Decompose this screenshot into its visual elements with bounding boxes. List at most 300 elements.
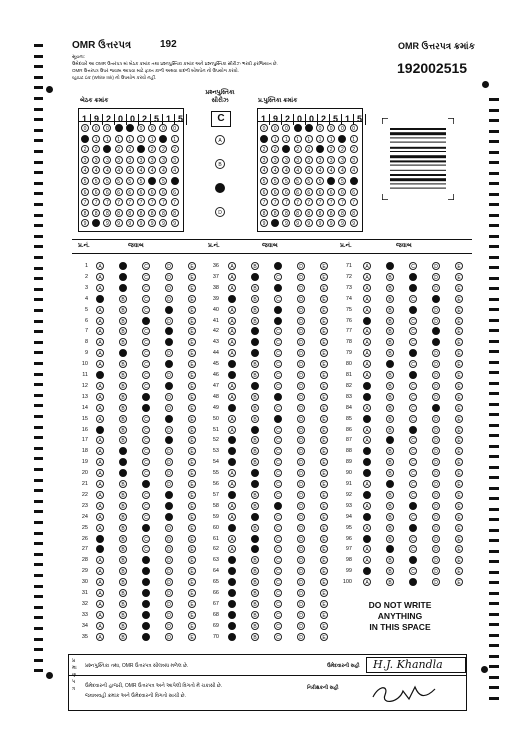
answer-bubble[interactable]: C — [274, 556, 282, 564]
answer-bubble[interactable]: A — [363, 513, 371, 521]
answer-bubble[interactable]: D — [432, 556, 440, 564]
answer-bubble[interactable]: C — [274, 513, 282, 521]
digit-bubble[interactable]: 0 — [159, 124, 167, 132]
answer-bubble[interactable]: E — [320, 371, 328, 379]
digit-bubble[interactable]: 9 — [137, 219, 145, 227]
answer-bubble[interactable]: D — [297, 633, 305, 641]
digit-bubble[interactable]: 7 — [271, 198, 279, 206]
digit-bubble[interactable]: 4 — [115, 166, 123, 174]
answer-bubble[interactable]: D — [297, 491, 305, 499]
answer-bubble[interactable]: A — [228, 393, 236, 401]
digit-bubble[interactable]: 5 — [92, 177, 100, 185]
answer-bubble[interactable]: A — [228, 327, 236, 335]
answer-bubble[interactable]: E — [455, 349, 463, 357]
answer-bubble[interactable]: C — [274, 458, 282, 466]
answer-bubble[interactable]: E — [455, 436, 463, 444]
digit-bubble[interactable]: 6 — [126, 188, 134, 196]
answer-bubble[interactable]: C — [409, 393, 417, 401]
answer-bubble[interactable]: A — [96, 545, 104, 553]
digit-bubble[interactable]: 8 — [81, 209, 89, 217]
digit-bubble[interactable]: 7 — [338, 198, 346, 206]
digit-bubble[interactable]: 5 — [294, 177, 302, 185]
answer-bubble[interactable]: D — [432, 349, 440, 357]
digit-bubble[interactable]: 5 — [316, 177, 324, 185]
digit-bubble[interactable]: 3 — [327, 156, 335, 164]
answer-bubble[interactable]: C — [274, 622, 282, 630]
digit-bubble[interactable]: 1 — [294, 135, 302, 143]
digit-bubble[interactable]: 9 — [171, 219, 179, 227]
digit-bubble[interactable]: 4 — [81, 166, 89, 174]
answer-bubble[interactable]: D — [165, 262, 173, 270]
digit-bubble[interactable]: 8 — [282, 209, 290, 217]
answer-bubble[interactable]: D — [297, 273, 305, 281]
answer-bubble[interactable]: E — [188, 611, 196, 619]
digit-bubble[interactable]: 2 — [271, 145, 279, 153]
digit-bubble[interactable]: 3 — [294, 156, 302, 164]
answer-bubble[interactable]: A — [363, 578, 371, 586]
answer-bubble[interactable]: D — [165, 382, 173, 390]
digit-bubble[interactable]: 3 — [81, 156, 89, 164]
answer-bubble[interactable]: B — [119, 317, 127, 325]
answer-bubble[interactable]: A — [228, 349, 236, 357]
answer-bubble[interactable]: D — [165, 447, 173, 455]
digit-bubble[interactable]: 9 — [126, 219, 134, 227]
answer-bubble[interactable]: D — [165, 535, 173, 543]
answer-bubble[interactable]: A — [96, 371, 104, 379]
answer-bubble[interactable]: A — [228, 633, 236, 641]
answer-bubble[interactable]: B — [386, 382, 394, 390]
answer-bubble[interactable]: D — [297, 436, 305, 444]
digit-bubble[interactable]: 0 — [126, 124, 134, 132]
digit-bubble[interactable]: 3 — [148, 156, 156, 164]
answer-bubble[interactable]: C — [142, 393, 150, 401]
answer-bubble[interactable]: A — [363, 338, 371, 346]
answer-bubble[interactable]: C — [409, 578, 417, 586]
answer-bubble[interactable]: C — [142, 273, 150, 281]
answer-bubble[interactable]: A — [228, 578, 236, 586]
answer-bubble[interactable]: A — [96, 578, 104, 586]
answer-bubble[interactable]: B — [251, 447, 259, 455]
digit-bubble[interactable]: 1 — [350, 135, 358, 143]
answer-bubble[interactable]: B — [386, 458, 394, 466]
digit-bubble[interactable]: 3 — [338, 156, 346, 164]
answer-bubble[interactable]: A — [228, 273, 236, 281]
answer-bubble[interactable]: A — [228, 404, 236, 412]
digit-bubble[interactable]: 4 — [126, 166, 134, 174]
answer-bubble[interactable]: C — [142, 349, 150, 357]
answer-bubble[interactable]: C — [142, 545, 150, 553]
digit-bubble[interactable]: 9 — [260, 219, 268, 227]
digit-bubble[interactable]: 5 — [282, 177, 290, 185]
answer-bubble[interactable]: E — [320, 447, 328, 455]
answer-bubble[interactable]: B — [119, 447, 127, 455]
digit-bubble[interactable]: 1 — [159, 135, 167, 143]
answer-bubble[interactable]: D — [297, 284, 305, 292]
answer-bubble[interactable]: C — [274, 262, 282, 270]
answer-bubble[interactable]: A — [96, 426, 104, 434]
answer-bubble[interactable]: B — [119, 545, 127, 553]
answer-bubble[interactable]: D — [297, 502, 305, 510]
digit-bubble[interactable]: 6 — [92, 188, 100, 196]
answer-bubble[interactable]: A — [96, 317, 104, 325]
answer-bubble[interactable]: E — [455, 535, 463, 543]
digit-bubble[interactable]: 8 — [327, 209, 335, 217]
answer-bubble[interactable]: A — [363, 382, 371, 390]
digit-bubble[interactable]: 2 — [103, 145, 111, 153]
digit-bubble[interactable]: 0 — [137, 124, 145, 132]
series-bubble[interactable]: B — [215, 159, 225, 169]
digit-bubble[interactable]: 4 — [137, 166, 145, 174]
answer-bubble[interactable]: D — [297, 317, 305, 325]
answer-bubble[interactable]: A — [96, 535, 104, 543]
answer-bubble[interactable]: D — [297, 426, 305, 434]
digit-bubble[interactable]: 5 — [81, 177, 89, 185]
answer-bubble[interactable]: D — [165, 545, 173, 553]
answer-bubble[interactable]: E — [320, 349, 328, 357]
answer-bubble[interactable]: C — [409, 360, 417, 368]
answer-bubble[interactable]: D — [165, 502, 173, 510]
digit-bubble[interactable]: 6 — [260, 188, 268, 196]
answer-bubble[interactable]: D — [297, 404, 305, 412]
answer-bubble[interactable]: E — [455, 338, 463, 346]
answer-bubble[interactable]: A — [96, 469, 104, 477]
digit-bubble[interactable]: 9 — [92, 219, 100, 227]
digit-bubble[interactable]: 4 — [92, 166, 100, 174]
answer-bubble[interactable]: A — [228, 295, 236, 303]
answer-bubble[interactable]: C — [274, 535, 282, 543]
digit-bubble[interactable]: 6 — [350, 188, 358, 196]
answer-bubble[interactable]: B — [119, 404, 127, 412]
answer-bubble[interactable]: E — [320, 480, 328, 488]
digit-bubble[interactable]: 7 — [294, 198, 302, 206]
answer-bubble[interactable]: E — [188, 469, 196, 477]
answer-bubble[interactable]: D — [165, 633, 173, 641]
answer-bubble[interactable]: B — [119, 273, 127, 281]
answer-bubble[interactable]: B — [386, 447, 394, 455]
answer-bubble[interactable]: C — [142, 513, 150, 521]
digit-bubble[interactable]: 1 — [171, 135, 179, 143]
answer-bubble[interactable]: B — [119, 502, 127, 510]
answer-bubble[interactable]: B — [251, 458, 259, 466]
answer-bubble[interactable]: E — [455, 469, 463, 477]
answer-bubble[interactable]: C — [274, 284, 282, 292]
answer-bubble[interactable]: A — [228, 545, 236, 553]
answer-bubble[interactable]: E — [188, 545, 196, 553]
digit-bubble[interactable]: 1 — [81, 135, 89, 143]
answer-bubble[interactable]: E — [455, 306, 463, 314]
answer-bubble[interactable]: C — [274, 360, 282, 368]
answer-bubble[interactable]: B — [119, 567, 127, 575]
answer-bubble[interactable]: A — [96, 611, 104, 619]
answer-bubble[interactable]: C — [142, 360, 150, 368]
answer-bubble[interactable]: D — [165, 404, 173, 412]
answer-bubble[interactable]: B — [251, 611, 259, 619]
answer-bubble[interactable]: D — [297, 458, 305, 466]
answer-bubble[interactable]: D — [165, 284, 173, 292]
answer-bubble[interactable]: E — [188, 567, 196, 575]
answer-bubble[interactable]: E — [455, 284, 463, 292]
answer-bubble[interactable]: A — [96, 338, 104, 346]
answer-bubble[interactable]: B — [251, 317, 259, 325]
answer-bubble[interactable]: B — [386, 349, 394, 357]
answer-bubble[interactable]: E — [320, 513, 328, 521]
answer-bubble[interactable]: C — [142, 306, 150, 314]
digit-bubble[interactable]: 4 — [260, 166, 268, 174]
answer-bubble[interactable]: A — [96, 480, 104, 488]
answer-bubble[interactable]: D — [297, 535, 305, 543]
answer-bubble[interactable]: E — [455, 556, 463, 564]
answer-bubble[interactable]: B — [251, 284, 259, 292]
answer-bubble[interactable]: C — [409, 371, 417, 379]
digit-bubble[interactable]: 9 — [338, 219, 346, 227]
answer-bubble[interactable]: A — [363, 415, 371, 423]
answer-bubble[interactable]: A — [96, 360, 104, 368]
answer-bubble[interactable]: B — [386, 513, 394, 521]
answer-bubble[interactable]: E — [188, 600, 196, 608]
digit-bubble[interactable]: 8 — [316, 209, 324, 217]
digit-bubble[interactable]: 9 — [350, 219, 358, 227]
answer-bubble[interactable]: E — [188, 578, 196, 586]
answer-bubble[interactable]: A — [363, 273, 371, 281]
answer-bubble[interactable]: B — [386, 415, 394, 423]
answer-bubble[interactable]: B — [386, 535, 394, 543]
answer-bubble[interactable]: B — [119, 436, 127, 444]
answer-bubble[interactable]: E — [320, 360, 328, 368]
answer-bubble[interactable]: A — [96, 633, 104, 641]
digit-bubble[interactable]: 6 — [271, 188, 279, 196]
answer-bubble[interactable]: E — [188, 415, 196, 423]
answer-bubble[interactable]: B — [386, 578, 394, 586]
answer-bubble[interactable]: B — [251, 480, 259, 488]
digit-bubble[interactable]: 0 — [148, 124, 156, 132]
answer-bubble[interactable]: B — [386, 556, 394, 564]
digit-bubble[interactable]: 7 — [126, 198, 134, 206]
answer-bubble[interactable]: A — [363, 404, 371, 412]
digit-bubble[interactable]: 5 — [171, 177, 179, 185]
answer-bubble[interactable]: D — [432, 273, 440, 281]
answer-bubble[interactable]: D — [165, 349, 173, 357]
answer-bubble[interactable]: D — [432, 262, 440, 270]
answer-bubble[interactable]: E — [320, 436, 328, 444]
answer-bubble[interactable]: C — [274, 545, 282, 553]
digit-bubble[interactable]: 6 — [103, 188, 111, 196]
answer-bubble[interactable]: B — [386, 338, 394, 346]
answer-bubble[interactable]: A — [96, 327, 104, 335]
answer-bubble[interactable]: B — [251, 436, 259, 444]
answer-bubble[interactable]: E — [320, 622, 328, 630]
answer-bubble[interactable]: C — [409, 426, 417, 434]
digit-bubble[interactable]: 1 — [338, 135, 346, 143]
answer-bubble[interactable]: A — [228, 371, 236, 379]
answer-bubble[interactable]: E — [455, 513, 463, 521]
answer-bubble[interactable]: C — [142, 404, 150, 412]
answer-bubble[interactable]: A — [228, 600, 236, 608]
series-bubble[interactable]: C — [215, 183, 225, 193]
answer-bubble[interactable]: E — [455, 273, 463, 281]
answer-bubble[interactable]: B — [386, 545, 394, 553]
digit-bubble[interactable]: 2 — [260, 145, 268, 153]
answer-bubble[interactable]: D — [297, 262, 305, 270]
answer-bubble[interactable]: D — [432, 426, 440, 434]
answer-bubble[interactable]: C — [142, 502, 150, 510]
digit-bubble[interactable]: 2 — [159, 145, 167, 153]
answer-bubble[interactable]: A — [228, 567, 236, 575]
answer-bubble[interactable]: D — [432, 360, 440, 368]
answer-bubble[interactable]: A — [96, 524, 104, 532]
digit-bubble[interactable]: 2 — [327, 145, 335, 153]
answer-bubble[interactable]: B — [119, 513, 127, 521]
answer-bubble[interactable]: D — [165, 371, 173, 379]
answer-bubble[interactable]: E — [188, 262, 196, 270]
answer-bubble[interactable]: E — [320, 458, 328, 466]
answer-bubble[interactable]: C — [274, 524, 282, 532]
answer-bubble[interactable]: E — [320, 327, 328, 335]
answer-bubble[interactable]: B — [251, 295, 259, 303]
answer-bubble[interactable]: C — [142, 338, 150, 346]
answer-bubble[interactable]: C — [142, 611, 150, 619]
answer-bubble[interactable]: B — [251, 502, 259, 510]
answer-bubble[interactable]: A — [96, 436, 104, 444]
digit-bubble[interactable]: 8 — [92, 209, 100, 217]
digit-bubble[interactable]: 8 — [103, 209, 111, 217]
digit-bubble[interactable]: 1 — [92, 135, 100, 143]
answer-bubble[interactable]: C — [274, 327, 282, 335]
answer-bubble[interactable]: B — [251, 327, 259, 335]
answer-bubble[interactable]: D — [297, 382, 305, 390]
digit-bubble[interactable]: 2 — [148, 145, 156, 153]
digit-bubble[interactable]: 8 — [305, 209, 313, 217]
answer-bubble[interactable]: B — [386, 360, 394, 368]
digit-bubble[interactable]: 0 — [294, 124, 302, 132]
answer-bubble[interactable]: C — [142, 327, 150, 335]
answer-bubble[interactable]: A — [228, 622, 236, 630]
answer-bubble[interactable]: E — [320, 633, 328, 641]
answer-bubble[interactable]: C — [274, 502, 282, 510]
answer-bubble[interactable]: C — [274, 371, 282, 379]
answer-bubble[interactable]: E — [455, 317, 463, 325]
answer-bubble[interactable]: D — [432, 567, 440, 575]
answer-bubble[interactable]: A — [363, 295, 371, 303]
answer-bubble[interactable]: E — [188, 284, 196, 292]
answer-bubble[interactable]: C — [142, 491, 150, 499]
digit-bubble[interactable]: 3 — [92, 156, 100, 164]
answer-bubble[interactable]: C — [142, 600, 150, 608]
digit-bubble[interactable]: 6 — [159, 188, 167, 196]
answer-bubble[interactable]: C — [409, 502, 417, 510]
digit-bubble[interactable]: 7 — [316, 198, 324, 206]
answer-bubble[interactable]: C — [274, 317, 282, 325]
answer-bubble[interactable]: B — [119, 491, 127, 499]
digit-bubble[interactable]: 7 — [137, 198, 145, 206]
answer-bubble[interactable]: D — [165, 567, 173, 575]
answer-bubble[interactable]: B — [251, 262, 259, 270]
answer-bubble[interactable]: E — [455, 480, 463, 488]
answer-bubble[interactable]: E — [320, 415, 328, 423]
answer-bubble[interactable]: D — [297, 415, 305, 423]
digit-bubble[interactable]: 8 — [294, 209, 302, 217]
answer-bubble[interactable]: C — [142, 589, 150, 597]
answer-bubble[interactable]: A — [363, 262, 371, 270]
answer-bubble[interactable]: A — [96, 349, 104, 357]
answer-bubble[interactable]: C — [409, 436, 417, 444]
answer-bubble[interactable]: A — [228, 447, 236, 455]
answer-bubble[interactable]: C — [274, 611, 282, 619]
digit-bubble[interactable]: 8 — [338, 209, 346, 217]
digit-bubble[interactable]: 6 — [171, 188, 179, 196]
answer-bubble[interactable]: B — [386, 393, 394, 401]
answer-bubble[interactable]: C — [142, 371, 150, 379]
digit-bubble[interactable]: 9 — [115, 219, 123, 227]
answer-bubble[interactable]: D — [432, 295, 440, 303]
answer-bubble[interactable]: A — [96, 382, 104, 390]
answer-bubble[interactable]: D — [297, 338, 305, 346]
digit-bubble[interactable]: 5 — [327, 177, 335, 185]
digit-bubble[interactable]: 6 — [327, 188, 335, 196]
answer-bubble[interactable]: B — [251, 273, 259, 281]
answer-bubble[interactable]: D — [432, 447, 440, 455]
answer-bubble[interactable]: E — [455, 578, 463, 586]
answer-bubble[interactable]: D — [432, 458, 440, 466]
digit-bubble[interactable]: 9 — [103, 219, 111, 227]
answer-bubble[interactable]: E — [320, 382, 328, 390]
answer-bubble[interactable]: A — [96, 447, 104, 455]
answer-bubble[interactable]: E — [188, 480, 196, 488]
answer-bubble[interactable]: C — [409, 491, 417, 499]
answer-bubble[interactable]: C — [409, 262, 417, 270]
answer-bubble[interactable]: C — [409, 480, 417, 488]
answer-bubble[interactable]: C — [274, 447, 282, 455]
answer-bubble[interactable]: A — [96, 273, 104, 281]
answer-bubble[interactable]: C — [142, 578, 150, 586]
digit-bubble[interactable]: 7 — [92, 198, 100, 206]
answer-bubble[interactable]: B — [119, 556, 127, 564]
answer-bubble[interactable]: B — [251, 545, 259, 553]
answer-bubble[interactable]: B — [119, 284, 127, 292]
answer-bubble[interactable]: C — [409, 469, 417, 477]
answer-bubble[interactable]: A — [96, 262, 104, 270]
answer-bubble[interactable]: C — [274, 469, 282, 477]
digit-bubble[interactable]: 0 — [305, 124, 313, 132]
answer-bubble[interactable]: B — [251, 382, 259, 390]
answer-bubble[interactable]: A — [363, 458, 371, 466]
answer-bubble[interactable]: B — [386, 262, 394, 270]
answer-bubble[interactable]: E — [320, 491, 328, 499]
answer-bubble[interactable]: E — [188, 556, 196, 564]
answer-bubble[interactable]: C — [409, 415, 417, 423]
answer-bubble[interactable]: E — [188, 404, 196, 412]
answer-bubble[interactable]: E — [320, 262, 328, 270]
digit-bubble[interactable]: 8 — [271, 209, 279, 217]
digit-bubble[interactable]: 1 — [115, 135, 123, 143]
answer-bubble[interactable]: C — [274, 349, 282, 357]
answer-bubble[interactable]: E — [320, 535, 328, 543]
answer-bubble[interactable]: B — [386, 480, 394, 488]
answer-bubble[interactable]: E — [320, 556, 328, 564]
digit-bubble[interactable]: 9 — [305, 219, 313, 227]
answer-bubble[interactable]: B — [119, 393, 127, 401]
digit-bubble[interactable]: 2 — [81, 145, 89, 153]
answer-bubble[interactable]: C — [409, 545, 417, 553]
digit-bubble[interactable]: 6 — [148, 188, 156, 196]
digit-bubble[interactable]: 5 — [271, 177, 279, 185]
answer-bubble[interactable]: C — [409, 349, 417, 357]
digit-bubble[interactable]: 0 — [92, 124, 100, 132]
answer-bubble[interactable]: E — [320, 524, 328, 532]
answer-bubble[interactable]: A — [363, 545, 371, 553]
answer-bubble[interactable]: D — [432, 306, 440, 314]
answer-bubble[interactable]: E — [188, 524, 196, 532]
answer-bubble[interactable]: E — [320, 567, 328, 575]
